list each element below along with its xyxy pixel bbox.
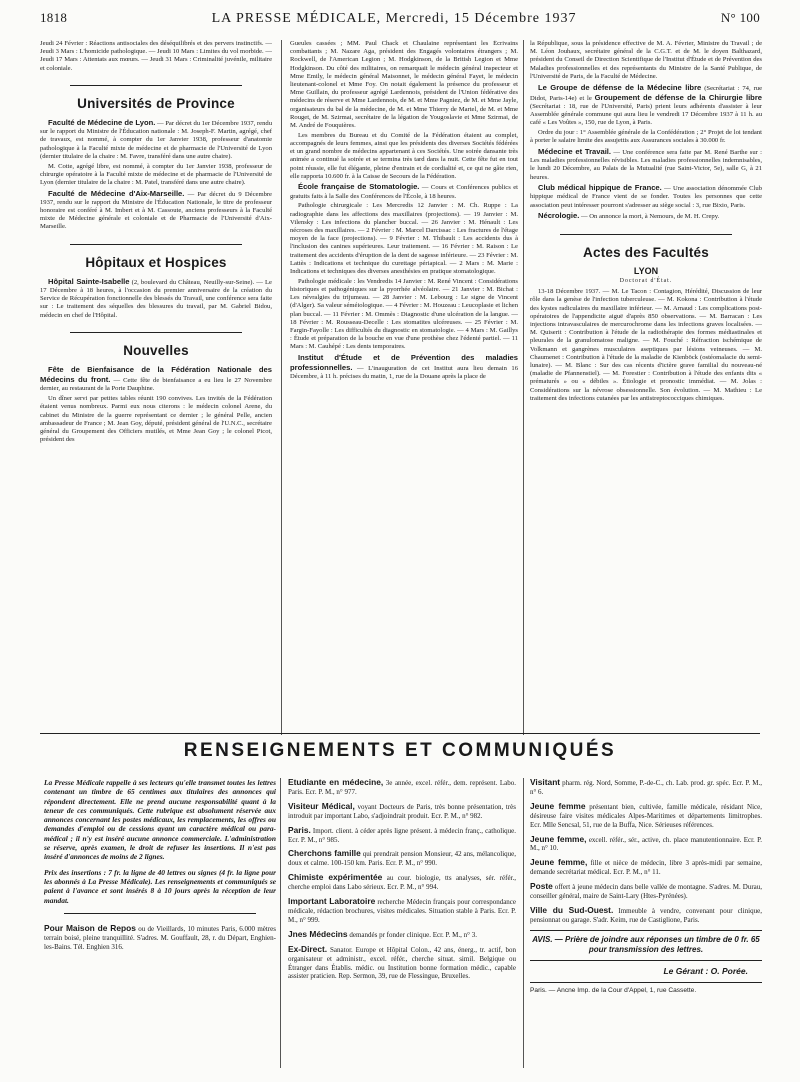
section-divider [560, 234, 732, 235]
ad-title: Pour Maison de Repos [44, 922, 136, 933]
article-lyon [40, 118, 272, 161]
classified-ad [530, 858, 762, 877]
article-body: — Une association dénommée Club hippique médical de France vient de se fonder. Toutes les personnes que cette association peut intéresser pourront s'adresser au siège social : 3, rue Bixio, Paris. [530, 185, 762, 209]
article-fete [40, 365, 272, 394]
section-divider [70, 85, 242, 86]
article-body: (2, boulevard du Château, Neuilly-sur-Seine). — Le 17 Décembre à 18 heures, à l'occasion du premier anniversaire de la création du Service de Récupération fonctionnelle des blessés du Travail, une conférence sera faite sur : Le traitement des séquelles des blessures du travail, par M. Gabriel Bidou, médecin en chef de l'Hôpital. [40, 278, 272, 319]
column-3 [530, 40, 762, 732]
classified-ad [288, 930, 516, 940]
ad-title: Jeune femme, [530, 857, 588, 868]
column-divider [523, 40, 524, 735]
lecture-schedule: Jeudi 24 Février : Réactions antisociales des déséquilibrés et des pervers instinctifs. — Jeudi 3 Mars : L'homicide pathologique. — Jeudi 10 Mars : Limites du vol morbide. — Jeudi 17 Mars : Attentats aux mœurs. — Jeudi 31 Mars : Criminalité juvénile, militaire et coloniale. [40, 40, 272, 72]
article-body: M. Cotte, agrégé libre, est nommé, à compter du 1er Janvier 1938, professeur de chirurgie opératoire à la Faculté mixte de médecine et de pharmacie de l'Université de Lyon (dernier titulaire de la chaire : M. Patel, transféré dans une autre chaire). [40, 162, 272, 186]
article-aix [40, 189, 272, 232]
article-body: la République, sous la présidence effective de M. A. Février, Ministre du Travail ; de M. Léon Jouhaux, secrétaire général de la C.G.T. et de M. le doyen Balthazard, président du Conseil de Direction Scientifique de l'Institut d'Étude et de Prévention des Maladies professionnelles et des représentants du Ministre de la Santé Publique, de l'Université de Paris, de la Faculté de Médecine. [530, 40, 762, 80]
subheading-lyon: LYON [633, 265, 659, 276]
printer-info: Paris. — Ancne Imp. de la Cour d'Appel, 1, rue Cassette. [530, 986, 697, 994]
column-divider [280, 778, 281, 1068]
section-divider [40, 733, 760, 734]
article-body: — Par décret du 1er Décembre 1937, rendu sur le rapport du Ministre de l'Éducation nationale : M. Joseph-F. Martin, agrégé, chef de travaux, est nommé, à compter du 1er Janvier 1938, professeur d'anatomie pathologique à la Faculté mixte de médecine et de pharmacie de l'Université de Lyon (dernier titulaire de la chaire : M. Favre, transféré dans une autre chaire). [40, 120, 272, 160]
article-body: 13-18 Décembre 1937. — M. Le Tacon : Contagion, Hérédité, Discussion de leur rôle dans la genèse de l'infection tuberculeuse. — M. Kokona : Contribution à l'étude des kystes radiculaires du maxillaire inférieur. — M. Arnaud : Les complications post-opératoires de l'appendicite aiguë d'après 850 observations. — M. Barracan : Les injections intravasculaires de mercurochrome dans les infections graves localisées. — M. Quiserit : Contribution à l'étude de la radiothérapie des formes médiastinales et pleurales de la granulomatose maligne. — M. Fouché : Réfraction ischémique de Volkmann et gangrènes musculaires aseptiques par lésions veineuses. — M. Chaumenet : Contribution à l'étude de la maladie de Kienböck (ostéomalacie du semi-lunaire). — M. Blanc : Sur des cas récents d'ictère grave familial du nouveau-né (maladie de Pfannenstiel). — M. Forestier : Contribution à l'étude des enfants dits « prématurés » ou « débiles ». Étiologie et pronostic immédiat. — M. Jolas : Considérations sur la névrose obsessionnelle. Son évolution. — M. Mathieu : Le traitement des infections cutanées par les antistreptococciques chimiques. [530, 288, 762, 402]
classifieds-pricing: Prix des insertions : 7 fr. la ligne de 40 lettres ou signes (4 fr. la ligne pour les abonnés à La Presse Médicale). Les renseignements et communiqués se paient à l'avance et sont insérés 8 à 10 jours après la réception de leur mandat. [44, 867, 276, 905]
column-divider [281, 40, 282, 735]
article-body: — On annonce la mort, à Nemours, de M. H. Crepy. [581, 213, 720, 221]
ad-text: recherche Médecin français pour correspondance médicale, rédaction brochures, visites médicales. Situation stable à Paris. Ecr. P. M., n° 999. [288, 898, 516, 924]
article-title: École française de Stomatologie. [298, 182, 420, 192]
article-body: — Une conférence sera faite par M. René Barthe sur : Les maladies professionnelles révisibles. Les maladies professionnelles indemnisables, le lundi 20 Décembre, au Palais de la Mutualité (rue Saint-Victor, 5e), salle G, à 21 heures. [530, 148, 762, 181]
ad-text: fille et nièce de médecin, libre 3 après-midi par semaine, demande secrétariat médical. Ecr. P. M., n° 11. [530, 859, 762, 877]
column-divider [523, 778, 524, 1068]
subheading-doctorat: Doctorat d'État. [619, 277, 673, 284]
ad-title: Jeune femme, [530, 833, 587, 844]
article-body: — Cette fête de bienfaisance a eu lieu le 27 Novembre dernier, au restaurant de la Porte Dauphine. [40, 377, 272, 393]
article-title: Institut d'Étude et de Prévention des maladies professionnelles. [290, 353, 518, 373]
classified-ad [530, 906, 762, 925]
section-heading-renseignements: RENSEIGNEMENTS ET COMMUNIQUÉS [183, 740, 617, 761]
article-title: Le Groupe de défense de la Médecine libre [538, 82, 702, 92]
ad-title: Cherchons famille [288, 848, 361, 859]
ad-title: Visiteur Médical, [288, 800, 355, 811]
page-number: 1818 [40, 10, 68, 25]
article-hopital [40, 277, 272, 320]
article-body: Pathologie chirurgicale : Les Mercredis 12 Janvier : M. Ch. Ruppe : La radiographie dans les affections des maxillaires (projections). — 19 Janvier : M. Vilensky : Les infections du plancher buccal. — 26 Janvier : M. Hénault : Les nécroses des maxillaires. — 2 Février : M. Marcel Darcissac : Les fractures de l'étage moyen de la face (projections). — 9 Février : M. Thibault : Les accidents dus à l'inclusion des canines supérieures. Leur traitement. — 16 Février : M. Raison : Le traitement des accidents d'éruption de la dent de sagesse inférieure. — 23 Février : M. Lattès : Indications et technique du curettage périapical. — 2 Mars : M. Marie : Indications et techniques des diverses anesthésies en pratique stomatologique. [290, 202, 518, 275]
ad-title: Jnes Médecins [288, 928, 348, 939]
classified-ad [530, 882, 762, 901]
classified-ad [288, 849, 516, 868]
ad-title: Visitant [530, 778, 561, 787]
ad-text: excell. référ., sér., active, ch. place manutentionnaire. Ecr. P. M., n° 10. [530, 835, 762, 853]
article-body: Les membres du Bureau et du Comité de la Fédération étaient au complet, accompagnés de leurs femmes, ainsi que les présidents des diverses Sociétés fédérées et un grand nombre de médecins appartenant à ces Sociétés. Une soirée dansante très animée a continué la soirée et se termina très tard dans la nuit. Cette fête fut en tout point réussie, elle fut élégante, pleine d'entrain et de cordialité et, ce qui ne gâte rien, elle rapporta 10.600 fr. à la Caisse de Secours de la Fédération. [290, 131, 518, 180]
ad-text: qui prendrait pension Monsieur, 42 ans, mélancolique, doux et calme. 100-150 km. Paris. Ecr. P. M., n° 990. [288, 850, 516, 868]
page-header [40, 10, 760, 32]
article-body: — Par décret du 9 Décembre 1937, rendu sur le rapport du Ministre de l'Éducation Nationale, le titre de professeur honoraire est conféré à M. Imbert et à M. Cassoute, anciens professeurs à la Faculté mixte de Médecine générale et coloniale et de Pharmacie de l'Université d'Aix-Marseille. [40, 190, 272, 231]
article-body: Gueules cassées ; MM. Paul Chack et Chaulaine représentant les Écrivains combattants ; M. Nazare Aga, président des Engagés volontaires étrangers ; M. Rockwell, de l'American Legion ; M. Hodgkinson, de la British Legion et Mme Hodgkinson. Du côté des militaires, on remarquait le médecin général inspecteur et Mme Emily, le médecin général Maisonnet, le médecin général Fayet, le médecin lieutenant-colonel et Mme Foy. On notait également la présence du professeur et Mme Guillain, du professeur agrégé Lardennois, président de l'Union fédérative des médecins de réserve et Mme Lardennois, de M. et Mme Pagniez, de M. et Mme Jayle, organisateurs du bal de la médecine, de M. et Mme Thierry de Martel, de M. et Mme Rouget, de M. Szirmai, secrétaire de la légation de Yougoslavie et Mme Szirmai, de M. André de Fouquières. [290, 40, 518, 130]
section-heading-universites: Universités de Province [77, 95, 235, 111]
manager-signature: Le Gérant : O. Porée. [530, 961, 762, 983]
article-body: — L'inauguration de cet Institut aura lieu demain 16 Décembre, à 11 h. précises du matin, 1, rue de la Douane après la place de [290, 365, 518, 381]
ad-text: ou de Vieillards, 10 minutes Paris, 6.000 mètres terrain boisé, pleine tranquillité. S'adres. M. Gouffault, 28, r. du Départ, Enghien-les-Bains. Tél. Enghien 316. [44, 924, 276, 951]
article-title: Faculté de Médecine d'Aix-Marseille. [48, 188, 185, 198]
article-body: Un dîner servi par petites tables réunit 190 convives. Les invités de la Fédération étaient venus nombreux. Parmi eux nous citerons : le médecin colonel Arene, du cabinet du Ministre de la guerre représentant ce dernier ; le général Pelle, ancien ambassadeur de France ; M. Jean Goy, député, président général de l'U.N.C., secrétaire général du Groupement des Officiers mutilés, et Mme Jean Goy ; le colonel Picot, président des [40, 395, 272, 444]
column-2 [290, 40, 518, 732]
ad-title: Jeune femme [530, 800, 586, 811]
classified-ad [530, 802, 762, 830]
section-divider [70, 244, 242, 245]
article-body: (Secrétariat : 74, rue Didot, Paris-14e) et le [530, 84, 762, 102]
ad-title: Ville du Sud-Ouest. [530, 904, 614, 915]
classifieds-column-1 [44, 778, 276, 1078]
journal-title: LA PRESSE MÉDICALE, Mercredi, 15 Décembre 1937 [211, 11, 577, 26]
classified-ad [44, 924, 276, 952]
ad-title: Poste [530, 881, 553, 892]
section-heading-nouvelles: Nouvelles [123, 342, 189, 358]
article-title: Médecine et Travail. [538, 146, 612, 156]
notice-avis: AVIS. — Prière de joindre aux réponses un timbre de 0 fr. 65 pour transmission des lettres. [530, 930, 762, 961]
article-body: Ordre du jour : 1° Assemblée générale de la Confédération ; 2° Projet de loi tendant à porter le salaire limite des assujettis aux Assurances sociales à 30.000 fr. [530, 129, 762, 145]
section-divider [64, 913, 256, 914]
ad-text: offert à jeune médecin dans belle vallée de montagne. S'adres. M. Durau, conseiller général, maire de Saint-Lary (Htes-Pyrénées). [530, 883, 762, 901]
classified-ad [530, 778, 762, 797]
ad-text: Sanator. Europe et Hôpital Colon., 42 ans, énerg., tr. actif, bon organisateur et administr., excel. référ., cherche situat. simil. Belgique ou Étranger dans Établis. médic. ou Institution bonne formation médic., capable assister praticien. Rep. Sermon, 39, rue de Flessingue, Bruxelles. [288, 945, 516, 981]
classifieds-column-3 [530, 778, 762, 1078]
article-title: Nécrologie. [538, 211, 580, 221]
classified-list [530, 778, 762, 925]
classified-ad [288, 802, 516, 821]
classifieds-intro: La Presse Médicale rappelle à ses lecteurs qu'elle transmet toutes les lettres contenant un timbre de 65 centimes aux titulaires des annonces qui répondent directement. Elle ne prend aucune responsabilité quant à la teneur de ces communiqués. Cette rubrique est absolument réservée aux annonces concernant les postes médicaux, les remplacements, les offres ou demandes d'emploi ou de cessions ayant un caractère médical ou para-médical ; il n'y est inséré aucune annonce commerciale. L'administration se réserve, après examen, le droit de refuser les insertions. Il n'est pas inséré d'annonces de moins de 2 lignes. [44, 778, 276, 862]
article-body: — Cours et Conférences publics et gratuits faits à la Salle des Conférences de l'École, à 18 heures. [290, 184, 518, 200]
article-club-hippique [530, 183, 762, 210]
ad-text: Immeuble à vendre, convenant pour clinique, pensionnat ou garage. S'adr. Keim, rue de Castiglione, Paris. [530, 906, 762, 924]
section-divider [70, 332, 242, 333]
ad-title: Etudiante en médecine, [288, 778, 384, 787]
ad-text: présentant bien, cultivée, famille médicale, résidant Nice, désireuse faire visites médicales Alpes-Maritimes et départements limitrophes. Ecr. Mlle Sencsal, 51, rue de la Buffa, Nice. Sérieuses références. [530, 802, 762, 829]
ad-title: Paris. [288, 824, 311, 835]
article-stomatologie [290, 182, 518, 200]
article-title: Faculté de Médecine de Lyon. [48, 118, 156, 128]
classified-ad [288, 897, 516, 925]
ad-title: Important Laboratoire [288, 896, 376, 907]
classified-ad [288, 778, 516, 797]
article-necrologie [530, 211, 762, 221]
article-title: Fête de Bienfaisance de la Fédération Nationale des Médecins du front. [40, 365, 272, 385]
ad-text: au cour. biologie, tts analyses, sér. référ., cherche emploi dans Labo sérieux. Ecr. P. M., n° 994. [288, 874, 516, 892]
article-body: (Secrétariat : 18, rue de l'Université, Paris) prient leurs adhérents d'assister à leur Assemblée générale commune qui aura lieu le vendredi 17 Décembre 1937 à 11 h. au café « Les Voûtes », 150, rue de Lyon, à Paris. [530, 102, 762, 127]
issue-number: N° 100 [720, 10, 760, 25]
article-title: Club médical hippique de France. [538, 183, 662, 193]
article-institut [290, 353, 518, 382]
classified-ad [288, 945, 516, 982]
ad-text: Import. client. à céder après ligne présent. à médecin franç., catholique. Ecr. P. M., n° 985. [288, 826, 516, 844]
ad-title: Chimiste expérimentée [288, 872, 383, 883]
section-heading-hopitaux: Hôpitaux et Hospices [85, 254, 227, 270]
section-heading-actes: Actes des Facultés [583, 244, 709, 260]
column-1 [40, 40, 272, 732]
classified-ad [530, 835, 762, 854]
classified-ad [288, 873, 516, 892]
ad-text: 3e année, excel. référ., dem. représent. Labo. Paris. Ecr. P. M., n° 977. [288, 779, 516, 796]
classifieds-column-2 [288, 778, 516, 1078]
classified-ad [288, 826, 516, 845]
article-body: Pathologie médicale : les Vendredis 14 Janvier : M. René Vincent : Considérations historiques et pathogéniques sur la pyorrhée alvéolaire. — 21 Janvier : M. Bichat : Les névralgies du trijumeau. — 28 Janvier : M. Lebourg : Le signe de Vincent (d'Alger). Sa valeur séméiologique. — 4 Février : M. Houzeau : Leucoplasie et lichen plan buccal. — 11 Février : M. Ommès : Diagnostic d'une ulcération de la langue. — 18 Février : M. Rousseau-Decelle : Les stomatites ulcéreuses. — 25 Février : M. Fargin-Fayolle : Les difficultés du diagnostic en stomatologie. — 4 Mars : M. Gaillys : Étude et préparation de la bouche en vue d'une prothèse chez l'édenté partiel. — 11 Mars : M. Cauhépé : Les dents temporaires. [290, 277, 518, 351]
article-title: Hôpital Sainte-Isabelle [48, 276, 130, 286]
article-title: Groupement de défense de la Chirurgie libre [594, 92, 762, 102]
ad-title: Ex-Direct. [288, 943, 328, 954]
article-medecine-travail [530, 147, 762, 182]
ad-text: pharm. rég. Nord, Somme, P.-de-C., ch. Lab. prod. gr. spéc. Ecr. P. M., n° 6. [530, 779, 762, 796]
ad-text: voyant Docteurs de Paris, très bonne présentation, très introduit par important Labo, s'adjoindrait produit. Ecr. P. M., n° 982. [288, 802, 516, 820]
ad-text: demandés pr fonder clinique. Ecr. P. M., n° 3. [349, 930, 477, 939]
article-groupe [530, 83, 762, 128]
